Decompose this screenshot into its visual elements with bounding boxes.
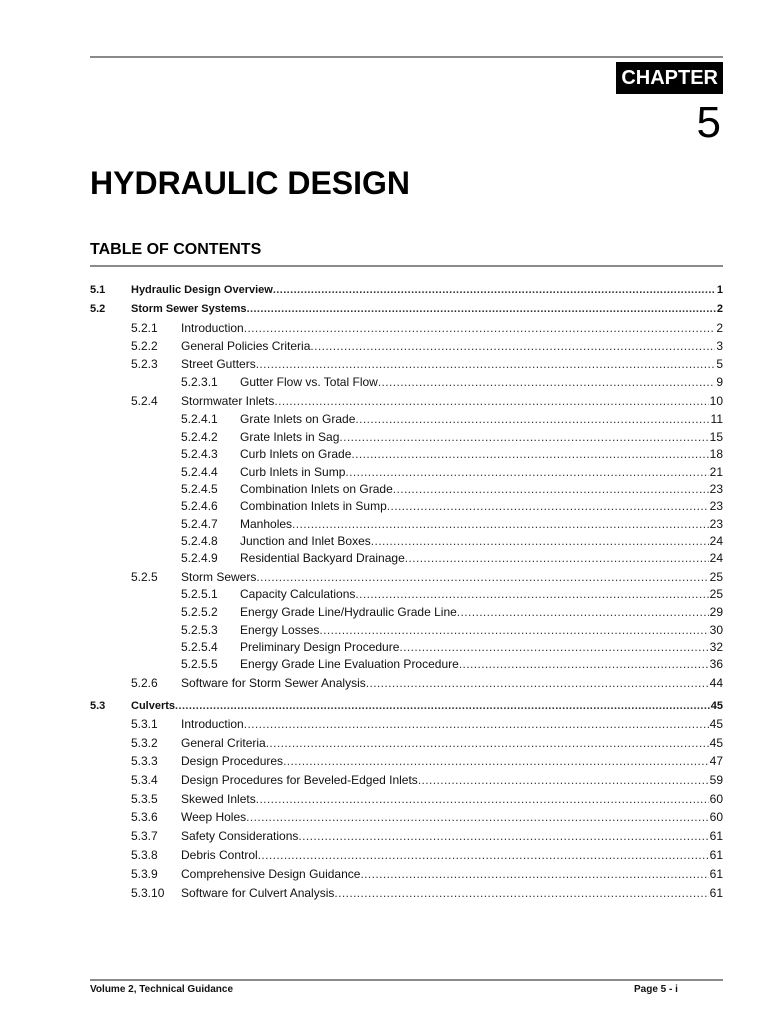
toc-entry[interactable]	[0, 549, 768, 567]
toc-leader	[360, 865, 708, 883]
toc-number: 5.2.5.5	[181, 657, 218, 671]
toc-page: 32	[709, 640, 723, 654]
toc-leader	[298, 827, 708, 845]
toc-entry[interactable]	[0, 568, 768, 586]
page-title: HYDRAULIC DESIGN	[90, 165, 411, 201]
toc-title: Preliminary Design Procedure	[240, 640, 400, 654]
toc-title: Junction and Inlet Boxes	[240, 534, 371, 548]
toc-title: Curb Inlets in Sump	[240, 465, 346, 479]
toc-leader	[175, 697, 710, 715]
toc-leader	[355, 410, 709, 428]
toc-leader	[405, 549, 709, 567]
toc-entry[interactable]	[0, 445, 768, 463]
toc-number: 5.3.4	[131, 773, 158, 787]
toc-number: 5.3.6	[131, 810, 158, 824]
toc-number: 5.2.4.6	[181, 499, 218, 513]
toc-number: 5.2.4.8	[181, 534, 218, 548]
toc-leader	[345, 463, 708, 481]
toc-number: 5.2.5	[131, 570, 158, 584]
toc-entry[interactable]	[0, 319, 768, 337]
toc-page: 24	[709, 534, 723, 548]
toc-entry[interactable]	[0, 392, 768, 410]
toc-number: 5.3	[90, 700, 106, 712]
toc-title: Introduction	[181, 321, 244, 335]
toc-number: 5.3.8	[131, 848, 158, 862]
toc-number: 5.2.5.4	[181, 640, 218, 654]
toc-page: 21	[709, 465, 723, 479]
toc-number: 5.2.3.1	[181, 375, 218, 389]
toc-leader	[244, 319, 716, 337]
toc-title: Energy Losses	[240, 623, 320, 637]
toc-page: 9	[716, 375, 723, 389]
toc-number: 5.2.5.3	[181, 623, 218, 637]
toc-entry[interactable]	[0, 463, 768, 481]
toc-page: 47	[709, 754, 723, 768]
toc-entry[interactable]	[0, 808, 768, 826]
toc-title: General Criteria	[181, 736, 266, 750]
toc-heading: TABLE OF CONTENTS	[90, 241, 262, 258]
toc-number: 5.3.5	[131, 792, 158, 806]
toc-title: Energy Grade Line Evaluation Procedure	[240, 657, 459, 671]
toc-title: Street Gutters	[181, 357, 256, 371]
toc-title: Software for Culvert Analysis	[181, 886, 335, 900]
toc-title: Combination Inlets on Grade	[240, 482, 393, 496]
toc-page: 61	[709, 829, 723, 843]
toc-leader	[319, 621, 708, 639]
toc-page: 60	[709, 810, 723, 824]
chapter-number: 5	[696, 98, 721, 147]
toc-entry[interactable]	[0, 585, 768, 603]
toc-title: Safety Considerations	[181, 829, 299, 843]
toc-entry[interactable]	[0, 865, 768, 883]
toc-leader	[366, 674, 709, 692]
toc-number: 5.2.4	[131, 394, 158, 408]
toc-title: Residential Backyard Drainage	[240, 551, 405, 565]
toc-page: 3	[716, 339, 723, 353]
toc-page: 36	[709, 657, 723, 671]
toc-entry[interactable]	[0, 638, 768, 656]
toc-leader	[351, 445, 708, 463]
toc-leader	[274, 392, 708, 410]
toc-entry[interactable]	[0, 827, 768, 845]
toc-page: 23	[709, 499, 723, 513]
toc-title: Capacity Calculations	[240, 587, 356, 601]
toc-entry[interactable]	[0, 281, 768, 299]
toc-leader	[244, 715, 709, 733]
chapter-label: CHAPTER	[616, 62, 723, 94]
toc-leader	[246, 808, 708, 826]
toc-title: Hydraulic Design Overview	[131, 284, 273, 296]
toc-page: 60	[709, 792, 723, 806]
toc-entry[interactable]	[0, 337, 768, 355]
toc-number: 5.2.4.7	[181, 517, 218, 531]
toc-title: Skewed Inlets	[181, 792, 256, 806]
toc-entry[interactable]	[0, 300, 768, 318]
toc-page: 23	[709, 517, 723, 531]
toc-number: 5.2.4.2	[181, 430, 218, 444]
toc-entry[interactable]	[0, 752, 768, 770]
toc-number: 5.2.5.2	[181, 605, 218, 619]
toc-entry[interactable]	[0, 715, 768, 733]
toc-number: 5.2.4.3	[181, 447, 218, 461]
toc-leader	[310, 337, 715, 355]
toc-leader	[459, 655, 709, 673]
toc-entry[interactable]	[0, 621, 768, 639]
toc-page: 11	[710, 412, 723, 426]
toc-title: Culverts	[131, 700, 176, 712]
toc-page: 30	[709, 623, 723, 637]
toc-title: Introduction	[181, 717, 244, 731]
toc-entry[interactable]	[0, 674, 768, 692]
toc-page: 23	[709, 482, 723, 496]
toc-page: 25	[709, 570, 723, 584]
toc-title: General Policies Criteria	[181, 339, 311, 353]
toc-page: 29	[709, 605, 723, 619]
toc-entry[interactable]	[0, 655, 768, 673]
toc-page: 45	[710, 700, 723, 712]
toc-title: Software for Storm Sewer Analysis	[181, 676, 366, 690]
toc-title: Storm Sewer Systems	[131, 303, 247, 315]
footer-volume: Volume 2, Technical Guidance	[90, 984, 234, 995]
toc-number: 5.2.1	[131, 321, 158, 335]
toc-leader	[393, 480, 709, 498]
toc-title: Weep Holes	[181, 810, 247, 824]
toc-title: Grate Inlets in Sag	[240, 430, 340, 444]
toc-title: Debris Control	[181, 848, 258, 862]
toc-page: 10	[709, 394, 723, 408]
toc-page: 2	[716, 303, 723, 315]
toc-number: 5.3.9	[131, 867, 158, 881]
toc-title: Comprehensive Design Guidance	[181, 867, 361, 881]
toc-title: Storm Sewers	[181, 570, 257, 584]
toc-page: 61	[709, 848, 723, 862]
toc-page: 1	[716, 284, 723, 296]
toc-number: 5.2.6	[131, 676, 158, 690]
toc-entry[interactable]	[0, 532, 768, 550]
toc-leader	[256, 790, 709, 808]
toc-page: 61	[709, 867, 723, 881]
toc-number: 5.2.2	[131, 339, 158, 353]
toc-number: 5.3.2	[131, 736, 158, 750]
toc-page: 45	[709, 717, 723, 731]
toc-entry[interactable]	[0, 497, 768, 515]
toc-page: 44	[709, 676, 723, 690]
toc-entry[interactable]	[0, 428, 768, 446]
toc-page: 15	[709, 430, 723, 444]
toc-number: 5.3.3	[131, 754, 158, 768]
toc-leader	[292, 515, 709, 533]
toc-entry[interactable]	[0, 373, 768, 391]
toc-entry[interactable]	[0, 515, 768, 533]
toc-entry[interactable]	[0, 790, 768, 808]
toc-leader	[258, 846, 709, 864]
toc-entry[interactable]	[0, 734, 768, 752]
toc-number: 5.3.10	[131, 886, 165, 900]
toc-leader	[399, 638, 708, 656]
toc-leader	[371, 532, 709, 550]
toc-leader	[457, 603, 709, 621]
toc-page: 45	[709, 736, 723, 750]
toc-leader	[334, 884, 708, 902]
toc-entry[interactable]	[0, 846, 768, 864]
toc-number: 5.3.1	[131, 717, 158, 731]
toc-number: 5.3.7	[131, 829, 158, 843]
toc-entry[interactable]	[0, 480, 768, 498]
toc-entry[interactable]	[0, 355, 768, 373]
toc-number: 5.1	[90, 284, 106, 296]
toc-leader	[273, 281, 716, 299]
footer-rule	[90, 979, 723, 981]
toc-leader	[378, 373, 715, 391]
toc-number: 5.2	[90, 303, 106, 315]
toc-page: 25	[709, 587, 723, 601]
footer-page-number: Page 5 - i	[634, 984, 678, 995]
toc-leader	[355, 585, 708, 603]
toc-page: 5	[716, 357, 723, 371]
toc-title: Design Procedures for Beveled-Edged Inlets	[181, 773, 418, 787]
toc-entry[interactable]	[0, 771, 768, 789]
toc-title: Curb Inlets on Grade	[240, 447, 352, 461]
toc-rule	[90, 265, 723, 267]
toc-title: Manholes	[240, 517, 293, 531]
toc-leader	[418, 771, 709, 789]
toc-number: 5.2.5.1	[181, 587, 218, 601]
toc-leader	[387, 497, 709, 515]
toc-entry[interactable]	[0, 603, 768, 621]
toc-title: Energy Grade Line/Hydraulic Grade Line	[240, 605, 457, 619]
toc-leader	[256, 355, 716, 373]
toc-leader	[247, 300, 716, 318]
toc-entry[interactable]	[0, 697, 768, 715]
toc-number: 5.2.4.9	[181, 551, 218, 565]
toc-number: 5.2.4.5	[181, 482, 218, 496]
toc-leader	[339, 428, 708, 446]
toc-number: 5.2.4.4	[181, 465, 218, 479]
top-rule	[90, 56, 723, 58]
toc-title: Design Procedures	[181, 754, 284, 768]
toc-entry[interactable]	[0, 884, 768, 902]
toc-page: 59	[709, 773, 723, 787]
toc-page: 61	[709, 886, 723, 900]
toc-number: 5.2.3	[131, 357, 158, 371]
toc-page: 18	[709, 447, 723, 461]
toc-leader	[256, 568, 708, 586]
toc-title: Stormwater Inlets	[181, 394, 275, 408]
toc-page: 24	[709, 551, 723, 565]
toc-title: Gutter Flow vs. Total Flow	[240, 375, 378, 389]
toc-number: 5.2.4.1	[181, 412, 218, 426]
toc-title: Grate Inlets on Grade	[240, 412, 356, 426]
toc-leader	[283, 752, 709, 770]
toc-page: 2	[716, 321, 723, 335]
toc-leader	[266, 734, 709, 752]
toc-title: Combination Inlets in Sump	[240, 499, 387, 513]
toc-entry[interactable]	[0, 410, 768, 428]
